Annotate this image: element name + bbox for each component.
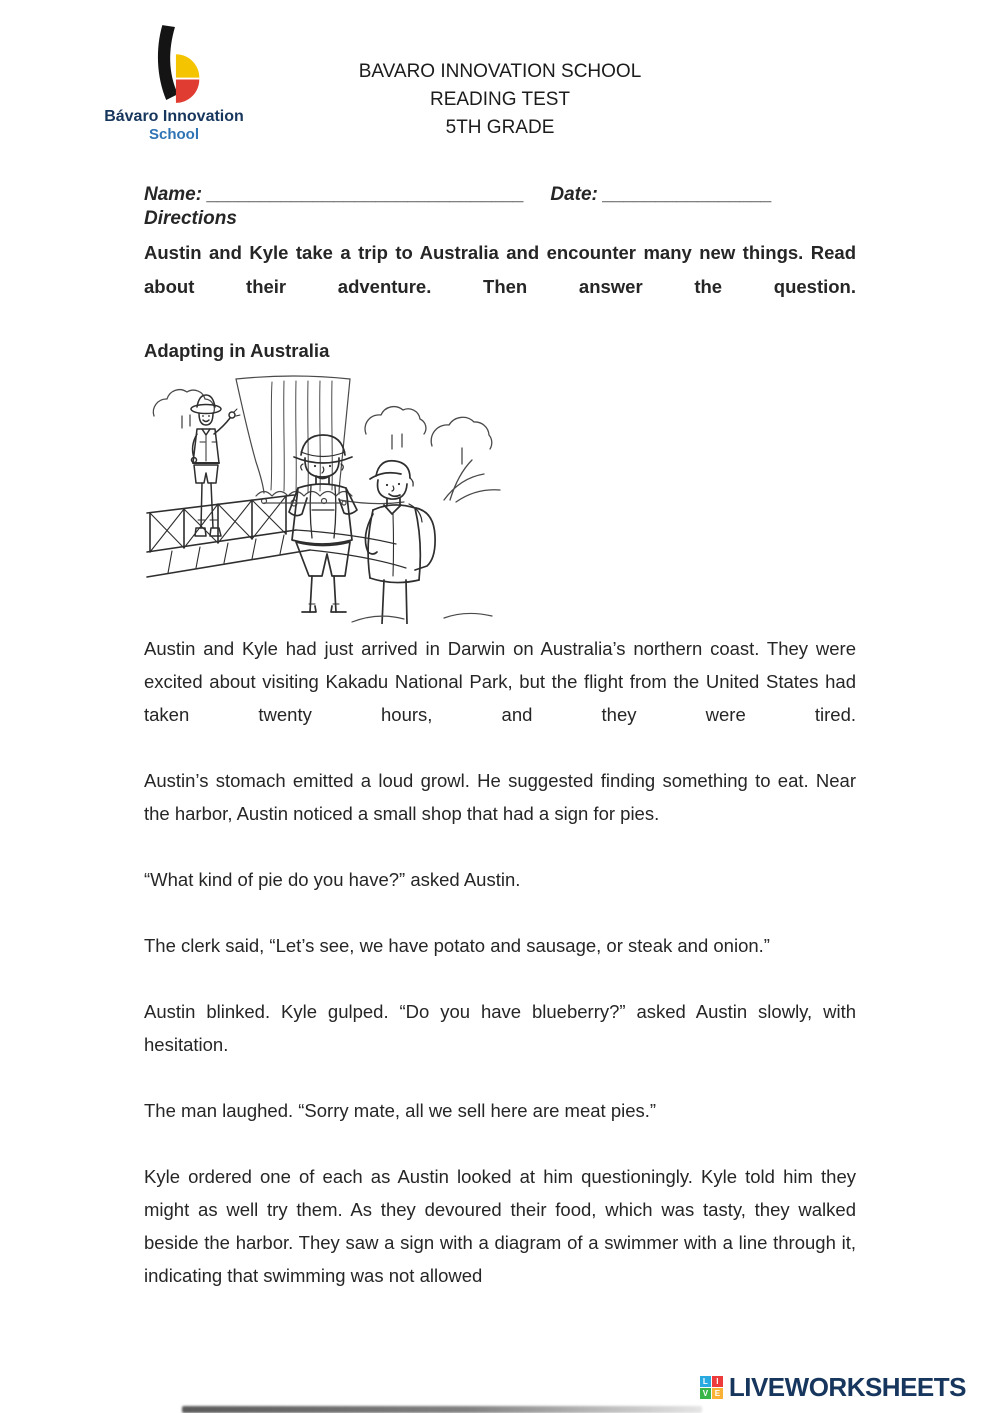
- directions-heading: Directions: [144, 208, 237, 229]
- liveworksheets-grid-square: L: [700, 1376, 711, 1387]
- story-illustration-figure: [144, 372, 856, 624]
- ranger: [191, 395, 240, 536]
- date-blank[interactable]: ________________: [603, 184, 773, 205]
- story-paragraph-4: The clerk said, “Let’s see, we have potato and sausage, or steak and onion.”: [144, 935, 770, 956]
- name-date-row: [144, 184, 856, 206]
- school-logo-text-line2: School: [148, 126, 199, 143]
- liveworksheets-grid-square: V: [700, 1388, 711, 1399]
- liveworksheets-brand-text: LIVEWORKSHEETS: [728, 1372, 966, 1402]
- story-title: Adapting in Australia: [144, 340, 330, 361]
- worksheet-body: [0, 184, 1000, 1292]
- story-paragraph-6: The man laughed. “Sorry mate, all we sell here are meat pies.”: [144, 1100, 657, 1121]
- school-logo-icon: [139, 22, 209, 106]
- story-paragraph-3: “What kind of pie do you have?” asked Austin.: [144, 869, 521, 890]
- bridge: [147, 495, 406, 577]
- cut-off-next-text-line: [182, 1406, 702, 1413]
- boy-kyle: [365, 461, 435, 624]
- liveworksheets-logo[interactable]: [700, 1372, 966, 1403]
- name-label: Name:: [144, 184, 203, 205]
- page-header: [0, 0, 1000, 158]
- story-illustration: [144, 372, 510, 624]
- story-paragraph-5: Austin blinked. Kyle gulped. “Do you have blueberry?” asked Austin slowly, with hesitation.: [144, 1001, 856, 1055]
- directions-text: Austin and Kyle take a trip to Australia and encounter many new things. Read about their adventure. Then answer the question.: [144, 242, 856, 297]
- boy-austin: [289, 435, 357, 612]
- story-paragraph-7: Kyle ordered one of each as Austin looked at him questioningly. Kyle told him they might as well try them. As they devoured their food, which was tasty, they walked beside the harbor. They saw a sign with a diagram of a swimmer with a line through it, indicating that swimming was not allowed: [144, 1166, 856, 1286]
- header-grade: 5TH GRADE: [445, 117, 555, 138]
- trees: [153, 390, 500, 502]
- header-test-title: READING TEST: [429, 89, 571, 110]
- ground: [264, 503, 492, 622]
- liveworksheets-grid-square: I: [712, 1376, 723, 1387]
- waterfall: [236, 376, 404, 506]
- date-label: Date:: [550, 184, 598, 205]
- name-blank[interactable]: ______________________________: [207, 184, 525, 205]
- story-paragraph-2: Austin’s stomach emitted a loud growl. He suggested finding something to eat. Near the harbor, Austin noticed a small shop that had a sign for pies.: [144, 770, 856, 824]
- school-logo: [92, 22, 256, 143]
- header-school-name: BAVARO INNOVATION SCHOOL: [358, 61, 642, 82]
- liveworksheets-grid-square: E: [712, 1388, 723, 1399]
- liveworksheets-grid-icon: [700, 1376, 723, 1399]
- school-logo-text-line1: Bávaro Innovation: [104, 108, 244, 125]
- story-paragraph-1: Austin and Kyle had just arrived in Darwin on Australia’s northern coast. They were excited about visiting Kakadu National Park, but the flight from the United States had taken twenty hours, and they were tired.: [144, 638, 856, 725]
